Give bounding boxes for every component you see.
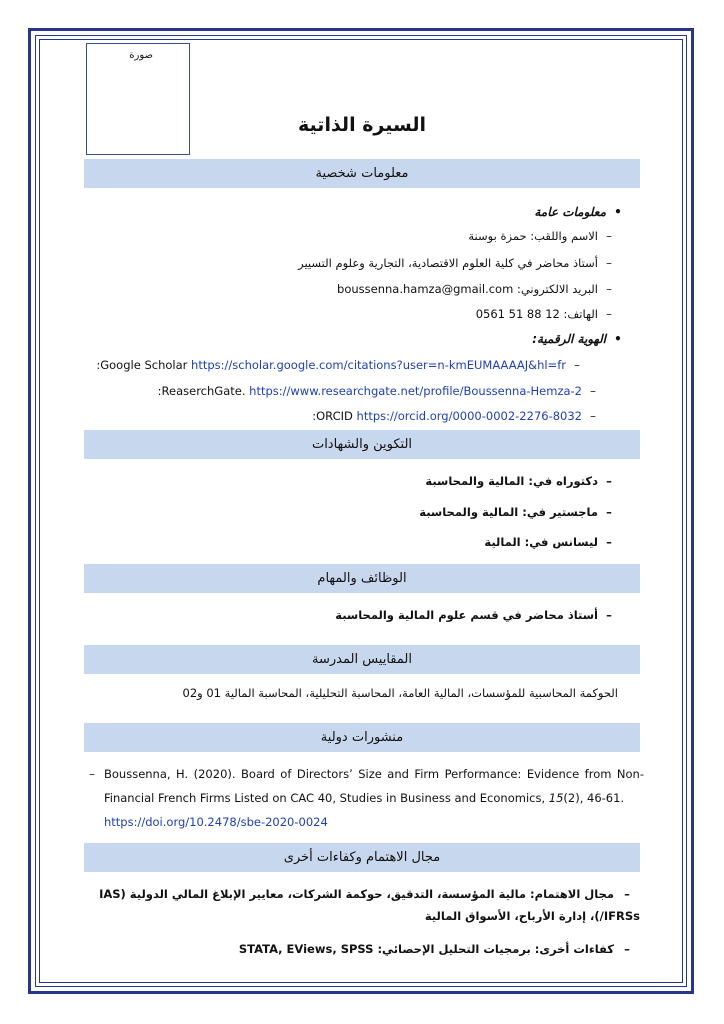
publication-entry: – Boussenna, H. (2020). Board of Directors’ Size and Firm Performance: Evidence from Non-Financial French Firms Listed on CAC 40, Studies in Business and Economics, 15(2), 46-61. https://doi.org/10.2478/sbe-2020-0024 — [89, 767, 644, 829]
researchgate-link[interactable]: https://www.researchgate.net/profile/Boussenna-Hemza-2 — [249, 384, 582, 398]
section-courses: المقاييس المدرسة — [84, 645, 640, 674]
email-line: –البريد الالكتروني: boussenna.hamza@gmail.com — [337, 282, 612, 296]
section-jobs: الوظائف والمهام — [84, 564, 640, 593]
position-line: –أستاذ محاضر في كلية العلوم الاقتصادية، التجارية وعلوم التسيير — [298, 256, 612, 270]
orcid-line: –:ORCID https://orcid.org/0000-0002-2276-8032 — [312, 409, 596, 423]
orcid-link[interactable]: https://orcid.org/0000-0002-2276-8032 — [356, 409, 582, 423]
job-item: –أستاذ محاضر في قسم علوم المالية والمحاسبة — [335, 608, 612, 622]
section-education: التكوين والشهادات — [84, 430, 640, 459]
researchgate-line: –:ReaserchGate. https://www.researchgate.net/profile/Boussenna-Hemza-2 — [157, 384, 596, 398]
education-item: –ليسانس في: المالية — [484, 535, 612, 549]
name-line: –الاسم واللقب: حمزة بوسنة — [468, 229, 612, 243]
skills-line: –كفاءات أخرى: برمجيات التحليل الإحصائي: STATA, EViews, SPSS — [238, 942, 630, 956]
education-item: –دكتوراه في: المالية والمحاسبة — [425, 474, 612, 488]
section-personal: معلومات شخصية — [84, 159, 640, 188]
doi-link[interactable]: https://doi.org/10.2478/sbe-2020-0024 — [104, 815, 328, 829]
phone-value: 0561 51 88 12 — [475, 307, 560, 321]
section-publications: منشورات دولية — [84, 723, 640, 752]
scholar-link[interactable]: https://scholar.google.com/citations?user=n-kmEUMAAAAJ&hl=fr — [191, 358, 566, 372]
phone-line: –الهاتف: 0561 51 88 12 — [475, 307, 612, 321]
interests-line: –مجال الاهتمام: مالية المؤسسة، التدقيق، حوكمة الشركات، معايير الإبلاغ المالي الدولية (IAS /IFRSs)، إدارة الأرباح، الأسواق المالية — [99, 887, 640, 923]
education-item: –ماجستير في: المالية والمحاسبة — [419, 505, 612, 519]
digital-id-heading: •الهوية الرقمية: — [532, 332, 622, 346]
courses-list: الحوكمة المحاسبية للمؤسسات، المالية العامة، المحاسبة التحليلية، المحاسبة المالية 01 و02 — [182, 686, 618, 700]
page-title: السيرة الذاتية — [298, 114, 426, 136]
scholar-line: –:Google Scholar https://scholar.google.com/citations?user=n-kmEUMAAAAJ&hl=fr — [96, 358, 580, 372]
photo-placeholder — [86, 43, 190, 155]
photo-label: صورة — [129, 50, 153, 61]
general-info-heading: •معلومات عامة — [534, 205, 622, 219]
section-interests: مجال الاهتمام وكفاءات أخرى — [84, 843, 640, 872]
email-value[interactable]: boussenna.hamza@gmail.com — [337, 282, 514, 296]
